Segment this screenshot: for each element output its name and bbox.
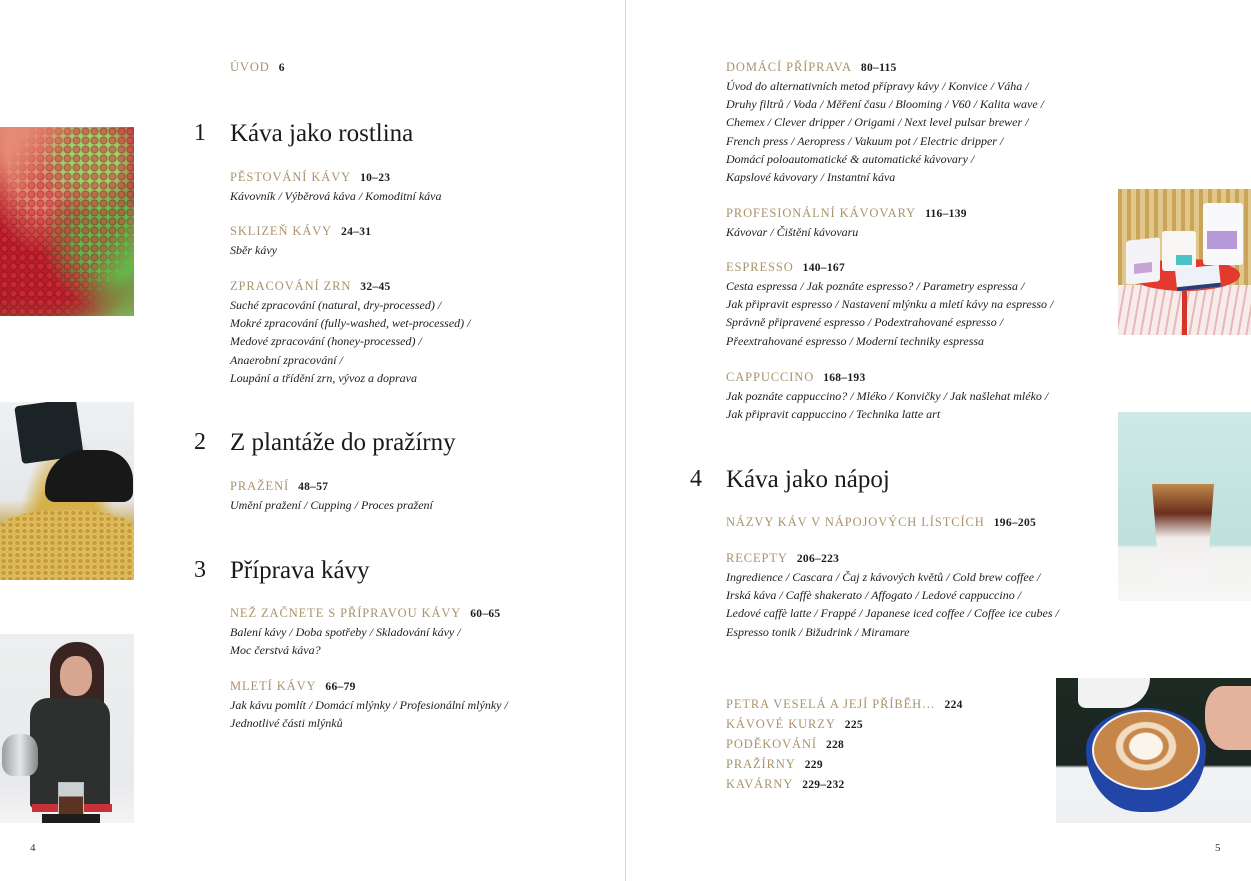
toc-section[interactable] bbox=[230, 676, 508, 732]
section-topics: Kávovník / Výběrová káva / Komoditní káva bbox=[230, 189, 442, 203]
toc-entry-title: PRAŽÍRNY bbox=[726, 757, 796, 771]
section-topics-line: Espresso tonik / Bižudrink / Miramare bbox=[726, 624, 910, 639]
photo-detail bbox=[1092, 710, 1200, 790]
toc-section[interactable] bbox=[726, 203, 967, 241]
photo-coffee-cherries bbox=[0, 127, 134, 316]
section-title: DOMÁCÍ PŘÍPRAVA bbox=[726, 60, 852, 74]
toc-entry-title: ÚVOD bbox=[230, 60, 270, 74]
photo-iced-latte bbox=[1118, 412, 1251, 601]
section-topics-line: Mokré zpracování (fully-washed, wet-processed) / bbox=[230, 316, 471, 331]
section-topics-line: Balení kávy / Doba spotřeby / Skladování kávy / bbox=[230, 625, 461, 639]
section-topics-line: Anaerobní zpracování / bbox=[230, 352, 343, 367]
toc-section[interactable] bbox=[230, 603, 500, 659]
section-pages: 60–65 bbox=[470, 608, 501, 620]
chapter-number: 4 bbox=[690, 466, 702, 492]
section-pages: 24–31 bbox=[341, 226, 372, 238]
section-topics-line: Přeextrahované espresso / Moderní techniky espressa bbox=[726, 333, 985, 348]
toc-section[interactable] bbox=[726, 57, 1044, 186]
photo-detail bbox=[58, 782, 84, 818]
toc-entry[interactable] bbox=[726, 754, 963, 774]
section-topics-line: Irská káva / Caffè shakerato / Affogato / Ledové cappuccino / bbox=[726, 588, 1022, 603]
chapter-heading[interactable] bbox=[690, 466, 890, 494]
section-topics-line: Jak připravit espresso / Nastavení mlýnku a mletí kávy na espresso / bbox=[726, 297, 1054, 312]
chapter-title: Z plantáže do pražírny bbox=[230, 429, 456, 456]
section-title: NEŽ ZAČNETE S PŘÍPRAVOU KÁVY bbox=[230, 606, 462, 620]
section-topics: Umění pražení / Cupping / Proces pražení bbox=[230, 498, 433, 512]
photo-coffee-bags bbox=[1118, 189, 1251, 335]
section-pages: 10–23 bbox=[360, 172, 391, 184]
section-pages: 66–79 bbox=[325, 681, 356, 693]
chapter-title: Příprava kávy bbox=[230, 557, 370, 584]
section-title: PĚSTOVÁNÍ KÁVY bbox=[230, 170, 352, 184]
toc-entry[interactable] bbox=[726, 774, 963, 794]
photo-detail bbox=[2, 734, 38, 776]
section-title: SKLIZEŇ KÁVY bbox=[230, 224, 333, 238]
section-topics-line: Cesta espressa / Jak poznáte espresso? / Parametry espressa / bbox=[726, 279, 1025, 293]
section-topics-line: Chemex / Clever dripper / Origami / Next level pulsar brewer / bbox=[726, 115, 1029, 130]
section-pages: 206–223 bbox=[796, 553, 840, 565]
section-topics-line: Domácí poloautomatické & automatické kávovary / bbox=[726, 151, 975, 166]
chapter-number: 3 bbox=[194, 557, 206, 583]
photo-detail bbox=[1175, 265, 1221, 291]
section-topics-line: French press / Aeropress / Vakuum pot / Electric dripper / bbox=[726, 133, 1004, 148]
section-title: ZPRACOVÁNÍ ZRN bbox=[230, 279, 352, 293]
section-pages: 196–205 bbox=[993, 517, 1037, 529]
toc-entry-pages: 229 bbox=[804, 759, 823, 771]
photo-detail bbox=[0, 510, 134, 580]
section-topics-line: Úvod do alternativních metod přípravy kávy / Konvice / Váha / bbox=[726, 79, 1029, 93]
chapter-heading[interactable] bbox=[194, 120, 414, 148]
toc-section[interactable] bbox=[230, 167, 442, 205]
section-topics-line: Jak kávu pomlít / Domácí mlýnky / Profesionální mlýnky / bbox=[230, 698, 508, 712]
photo-roaster bbox=[0, 402, 134, 580]
photo-detail bbox=[1203, 203, 1243, 265]
section-title: PROFESIONÁLNÍ KÁVOVARY bbox=[726, 206, 917, 220]
section-title: CAPPUCCINO bbox=[726, 370, 815, 384]
chapter-number: 2 bbox=[194, 429, 206, 455]
photo-detail bbox=[42, 814, 100, 823]
photo-detail bbox=[1205, 686, 1251, 750]
toc-entry[interactable] bbox=[726, 714, 963, 734]
toc-section[interactable] bbox=[230, 476, 433, 514]
photo-barista bbox=[0, 634, 134, 823]
toc-entry-intro[interactable] bbox=[230, 57, 285, 77]
section-topics-line: Jednotlivé části mlýnků bbox=[230, 716, 343, 731]
section-pages: 140–167 bbox=[802, 262, 846, 274]
toc-entry-pages: 6 bbox=[278, 62, 285, 74]
photo-detail bbox=[60, 656, 92, 696]
toc-section[interactable] bbox=[726, 257, 1053, 350]
toc-section[interactable] bbox=[230, 221, 371, 259]
photo-detail bbox=[1162, 231, 1196, 271]
section-topics-line: Moc čerstvá káva? bbox=[230, 643, 321, 658]
toc-section[interactable] bbox=[726, 367, 1048, 423]
toc-entry-pages: 228 bbox=[825, 739, 845, 751]
toc-entry-title: KAVÁRNY bbox=[726, 777, 794, 791]
section-topics-line: Jak poznáte cappuccino? / Mléko / Konvičky / Jak našlehat mléko / bbox=[726, 389, 1049, 403]
photo-detail bbox=[1152, 484, 1214, 582]
section-title: PRAŽENÍ bbox=[230, 479, 290, 493]
toc-section[interactable] bbox=[230, 276, 471, 387]
photo-detail bbox=[1126, 237, 1160, 285]
section-title: MLETÍ KÁVY bbox=[230, 679, 317, 693]
toc-appendix bbox=[726, 694, 963, 794]
section-title: NÁZVY KÁV V NÁPOJOVÝCH LÍSTCÍCH bbox=[726, 515, 985, 529]
photo-latte-art bbox=[1056, 678, 1251, 823]
chapter-heading[interactable] bbox=[194, 429, 456, 457]
toc-entry-title: KÁVOVÉ KURZY bbox=[726, 717, 836, 731]
toc-entry-title: PODĚKOVÁNÍ bbox=[726, 737, 817, 751]
section-pages: 32–45 bbox=[360, 281, 391, 293]
photo-detail bbox=[1078, 678, 1150, 708]
section-topics-line: Druhy filtrů / Voda / Měření času / Blooming / V60 / Kalita wave / bbox=[726, 97, 1044, 112]
section-topics-line: Loupání a třídění zrn, vývoz a doprava bbox=[230, 370, 417, 385]
book-spine bbox=[625, 0, 626, 881]
chapter-title: Káva jako rostlina bbox=[230, 120, 414, 147]
toc-entry-pages: 229–232 bbox=[802, 779, 845, 791]
section-topics-line: Kapslové kávovary / Instantní káva bbox=[726, 170, 896, 185]
chapter-number: 1 bbox=[194, 120, 206, 146]
section-pages: 80–115 bbox=[860, 62, 897, 74]
section-topics: Sběr kávy bbox=[230, 243, 277, 257]
photo-detail bbox=[72, 472, 92, 494]
section-topics-line: Ingredience / Cascara / Čaj z kávových květů / Cold brew coffee / bbox=[726, 570, 1041, 584]
toc-entry-pages: 224 bbox=[944, 699, 963, 711]
section-pages: 116–139 bbox=[925, 208, 967, 220]
section-topics-line: Jak připravit cappuccino / Technika latte art bbox=[726, 407, 941, 422]
toc-section[interactable] bbox=[726, 548, 1059, 641]
toc-entry-pages: 225 bbox=[844, 719, 863, 731]
page-number-right: 5 bbox=[1215, 842, 1221, 854]
section-topics-line: Správně připravené espresso / Podextrahované espresso / bbox=[726, 315, 1004, 330]
toc-entry[interactable] bbox=[726, 734, 963, 754]
section-pages: 168–193 bbox=[823, 372, 866, 384]
chapter-title: Káva jako nápoj bbox=[726, 466, 890, 493]
chapter-heading[interactable] bbox=[194, 557, 370, 585]
page-number-left: 4 bbox=[30, 842, 36, 854]
section-pages: 48–57 bbox=[298, 481, 329, 493]
section-title: ESPRESSO bbox=[726, 260, 794, 274]
photo-detail bbox=[1182, 285, 1187, 335]
toc-section[interactable] bbox=[726, 512, 1036, 532]
section-title: RECEPTY bbox=[726, 551, 788, 565]
section-topics-line: Medové zpracování (honey-processed) / bbox=[230, 334, 422, 349]
section-topics-line: Ledové caffè latte / Frappé / Japanese iced coffee / Coffee ice cubes / bbox=[726, 606, 1059, 621]
section-topics-line: Suché zpracování (natural, dry-processed) / bbox=[230, 298, 442, 312]
toc-entry[interactable] bbox=[726, 694, 963, 714]
toc-entry-title: PETRA VESELÁ A JEJÍ PŘÍBĚH… bbox=[726, 697, 936, 711]
section-topics: Kávovar / Čištění kávovaru bbox=[726, 225, 859, 239]
